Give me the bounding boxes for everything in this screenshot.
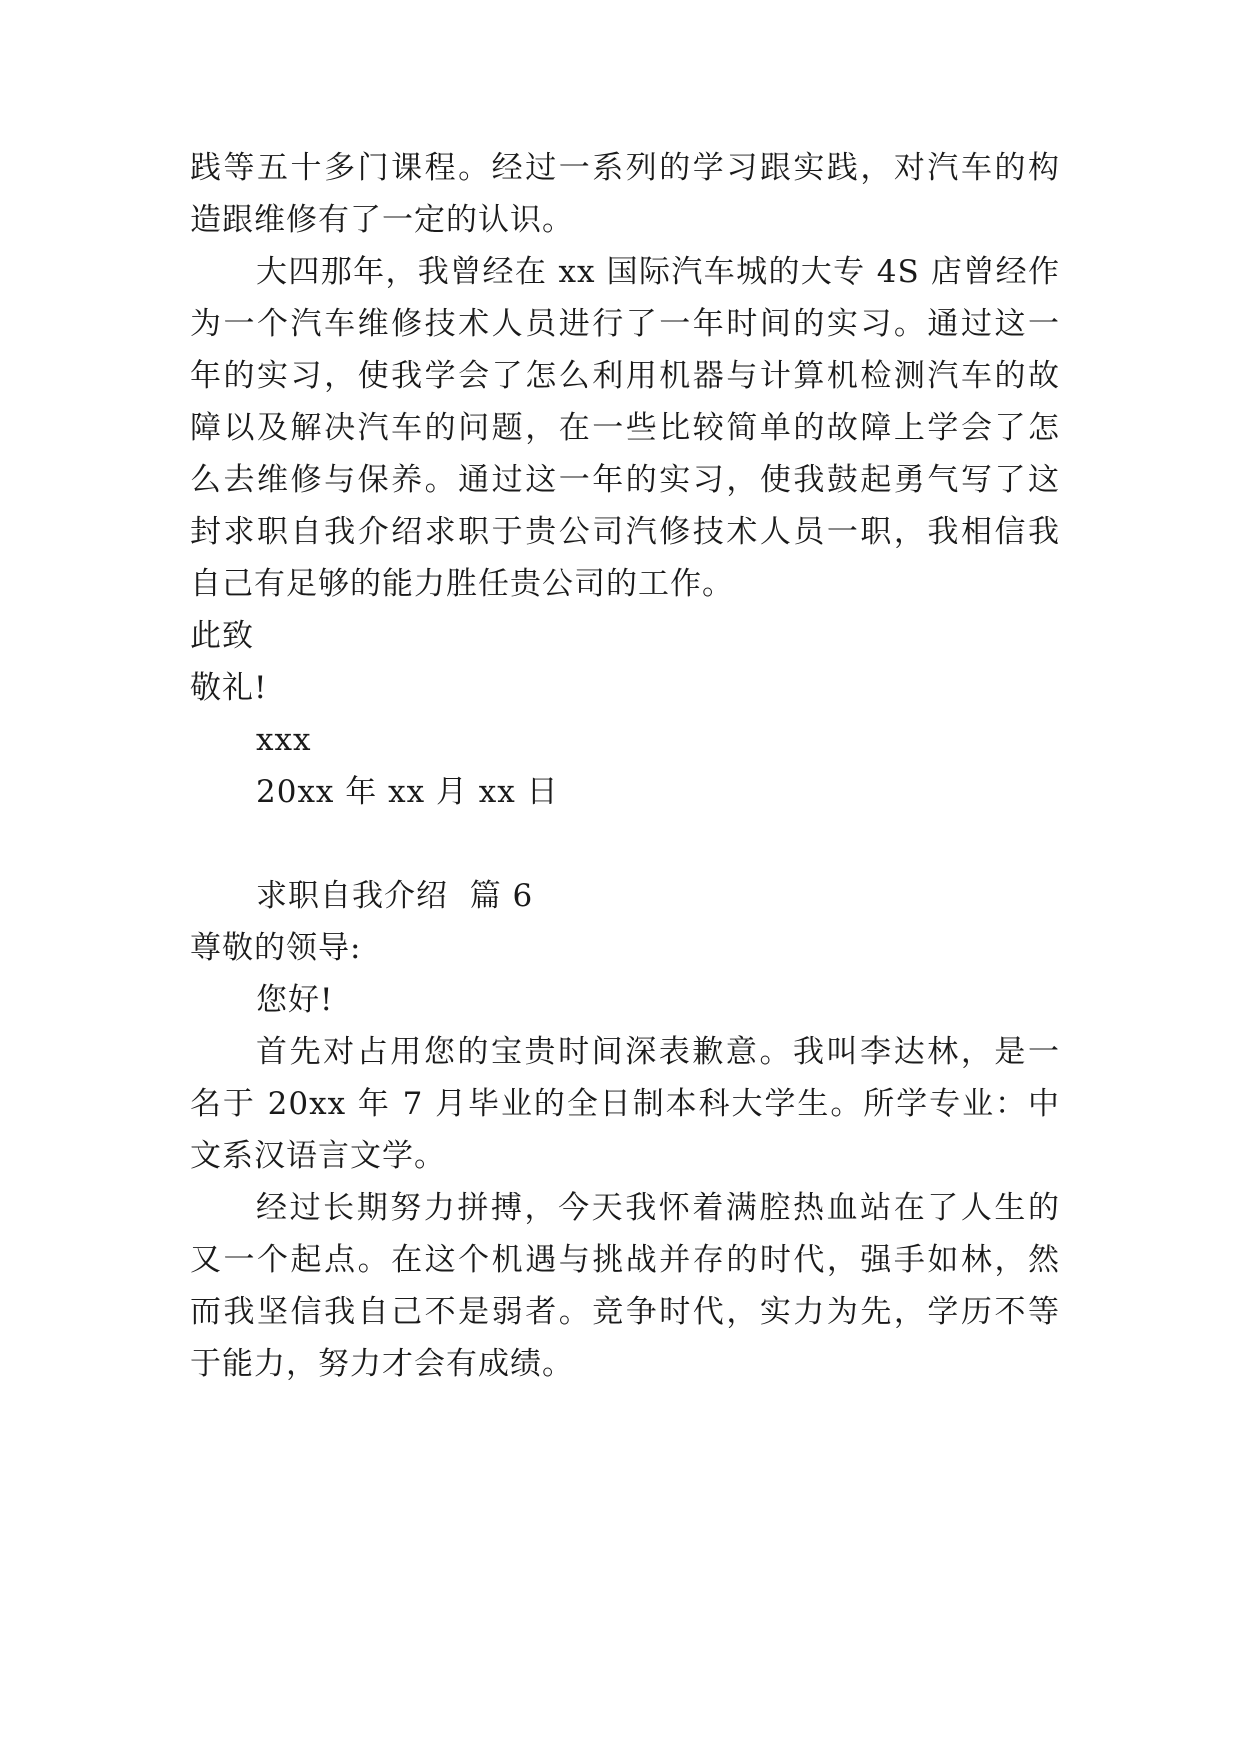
body-text-line: 为一个汽车维修技术人员进行了一年时间的实习。通过这一 [190, 306, 1060, 342]
body-text-line: 年的实习，使我学会了怎么利用机器与计算机检测汽车的故 [190, 358, 1060, 394]
closing-salute: 敬礼! [190, 670, 268, 706]
signature: xxx [256, 722, 312, 758]
body-text-line: 大四那年，我曾经在 xx 国际汽车城的大专 4S 店曾经作 [256, 254, 1060, 290]
body-text-line: 造跟维修有了一定的认识。 [190, 202, 574, 238]
greeting: 您好! [256, 982, 334, 1018]
body-text-line: 文系汉语言文学。 [190, 1138, 446, 1174]
body-text-line: 么去维修与保养。通过这一年的实习，使我鼓起勇气写了这 [190, 462, 1060, 498]
body-text-line: 于能力，努力才会有成绩。 [190, 1346, 574, 1382]
closing-phrase: 此致 [190, 618, 254, 654]
body-text-line: 又一个起点。在这个机遇与挑战并存的时代，强手如林，然 [190, 1242, 1060, 1278]
section-heading: 求职自我介绍 篇 6 [256, 878, 534, 914]
letter-date: 20xx 年 xx 月 xx 日 [256, 774, 559, 810]
body-text-line: 践等五十多门课程。经过一系列的学习跟实践，对汽车的构 [190, 150, 1060, 186]
body-text-line: 自己有足够的能力胜任贵公司的工作。 [190, 566, 734, 602]
body-text-line: 首先对占用您的宝贵时间深表歉意。我叫李达林，是一 [256, 1034, 1060, 1070]
body-text-line: 而我坚信我自己不是弱者。竞争时代，实力为先，学历不等 [190, 1294, 1060, 1330]
body-text-line: 封求职自我介绍求职于贵公司汽修技术人员一职，我相信我 [190, 514, 1060, 550]
body-text-line: 经过长期努力拼搏，今天我怀着满腔热血站在了人生的 [256, 1190, 1060, 1226]
body-text-line: 名于 20xx 年 7 月毕业的全日制本科大学生。所学专业：中 [190, 1086, 1060, 1122]
salutation: 尊敬的领导: [190, 930, 362, 966]
body-text-line: 障以及解决汽车的问题，在一些比较简单的故障上学会了怎 [190, 410, 1060, 446]
